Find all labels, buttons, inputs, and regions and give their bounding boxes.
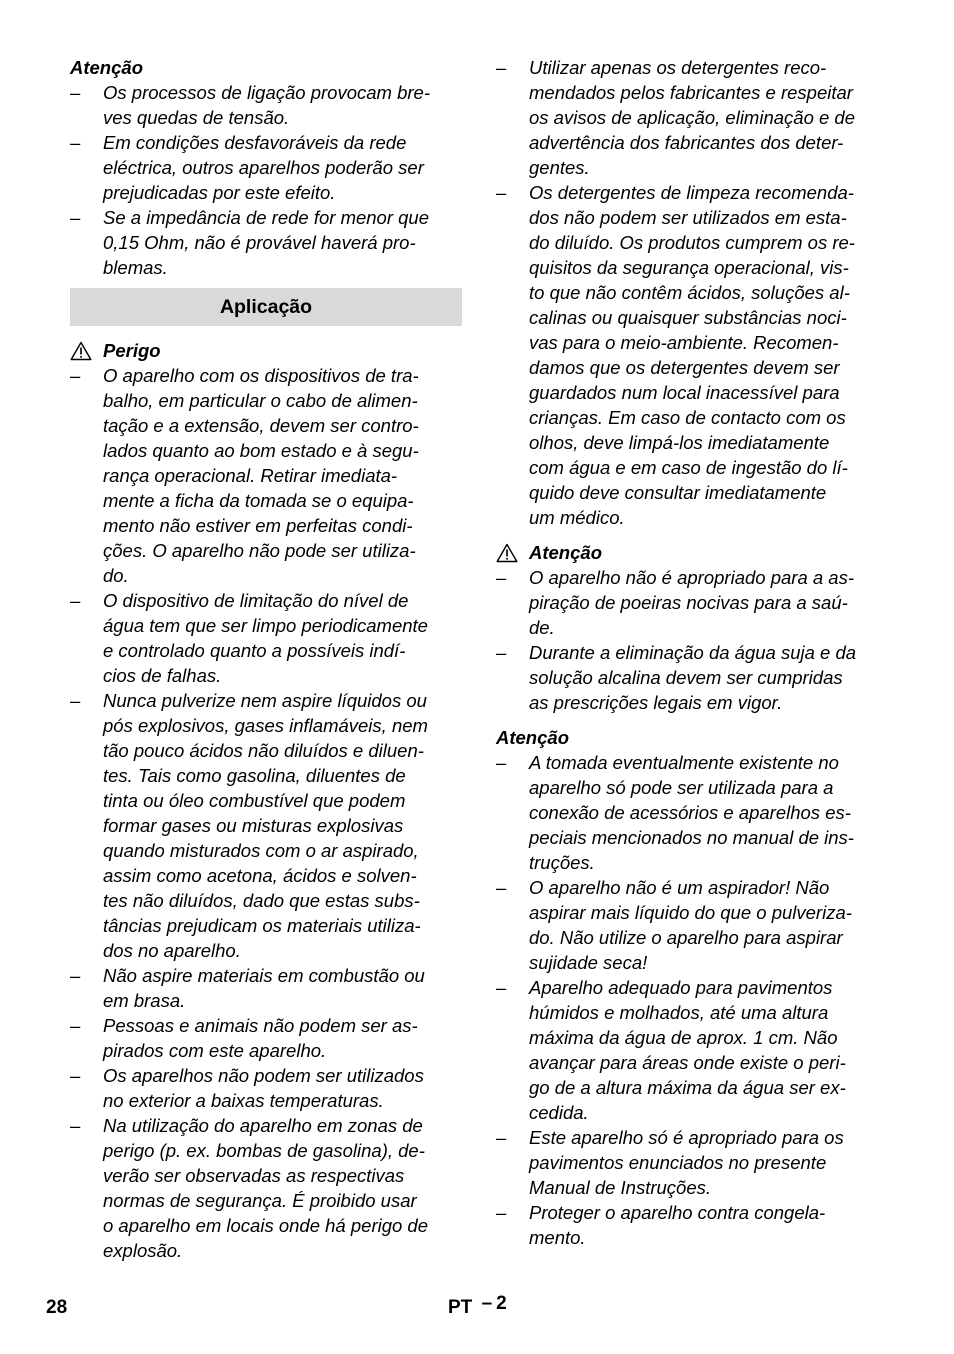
list-item: – Durante a eliminação da água suja e da solução alcalina devem ser cumpridas as prescrições legais em vigor.: [496, 642, 857, 713]
right-column: [496, 55, 888, 1250]
section-title: Aplicação: [219, 295, 313, 318]
danger-heading: Perigo: [70, 338, 462, 363]
language-code: PT: [448, 1297, 473, 1318]
list-item: – Aparelho adequado para pavimentos húmidos e molhados, até uma altura máxima da água de aprox. 1 cm. Não avançar para áreas onde existe o peri- go de a altura máxima da água ser ex- cedida.: [496, 977, 846, 1123]
list-item: – Proteger o aparelho contra congela- mento.: [496, 1202, 826, 1248]
list-item: – Em condições desfavoráveis da rede eléctrica, outros aparelhos poderão ser prejudicadas por este efeito.: [70, 132, 424, 203]
list-item: – Os aparelhos não podem ser utilizados no exterior a baixas temperaturas.: [70, 1065, 424, 1111]
section-title-bar: [70, 288, 462, 326]
list-item: – A tomada eventualmente existente no aparelho só pode ser utilizada para a conexão de acessórios e aparelhos es- peciais mencionados no manual de ins- truções.: [496, 752, 854, 873]
danger-list-continued: [496, 55, 888, 530]
left-column: [70, 55, 462, 1263]
attention-list-2: [496, 750, 888, 1250]
list-item: – Este aparelho só é apropriado para os pavimentos enunciados no presente Manual de Instruções.: [496, 1127, 844, 1198]
list-item: – Os detergentes de limpeza recomenda- dos não podem ser utilizados em esta- do diluído. Os produtos cumprem os re- quisitos da segurança operacional, vis- to que não contêm ácidos, soluções al- calinas ou quaisquer substâncias noci- vas para o meio-ambiente. Recomen- damos que os detergentes devem ser guardados num local inacessível para crianças. Em caso de contacto com os olhos, deve limpá-los imediatamente com água e em caso de ingestão do lí- quido deve consultar imediatamente um médico.: [496, 182, 855, 528]
page-dash: –: [481, 1293, 493, 1314]
list-item: – Na utilização do aparelho em zonas de perigo (p. ex. bombas de gasolina), de- verão ser observadas as respectivas normas de segurança. É proibido usar o aparelho em locais onde há perigo de explosão.: [70, 1115, 429, 1261]
list-item: – Se a impedância de rede for menor que 0,15 Ohm, não é provável haverá pro- blemas.: [70, 207, 430, 278]
warning-list: [496, 565, 888, 715]
list-item: – O dispositivo de limitação do nível de água tem que ser limpo periodicamente e controlado quanto a possíveis indí- cios de falhas.: [70, 590, 428, 686]
attention-heading-2: Atenção: [496, 727, 569, 748]
list-item: – Pessoas e animais não podem ser as- pirados com este aparelho.: [70, 1015, 418, 1061]
list-item: – Utilizar apenas os detergentes reco- mendados pelos fabricantes e respeitar os avisos de aplicação, eliminação e de advertência dos fabricantes dos deter- gentes.: [496, 57, 855, 178]
sub-page-number: 2: [496, 1293, 507, 1314]
warning-triangle-icon: [496, 543, 518, 563]
list-item: – Os processos de ligação provocam bre- ves quedas de tensão.: [70, 82, 430, 128]
attention-heading: Atenção: [70, 57, 143, 78]
list-item: – Nunca pulverize nem aspire líquidos ou pós explosivos, gases inflamáveis, nem tão pouco ácidos não diluídos e diluen- tes. Tais como gasolina, diluentes de tinta ou óleo combustível que podem formar gases ou misturas explosivas quando misturados com o ar aspirado, assim como acetona, ácidos e solven- tes não diluídos, dado que estas subs- tâncias prejudicam os materiais utiliza- dos no aparelho.: [70, 690, 428, 961]
page-number: 28: [46, 1297, 68, 1318]
attention-list: [70, 80, 462, 280]
list-item: – O aparelho com os dispositivos de tra- balho, em particular o cabo de alimen- tação e a extensão, devem ser contro- lados quanto ao bom estado e à segu- rança operacional. Retirar imediata- mente a ficha da tomada se o equipa- mento não estiver em perfeitas condi- ções. O aparelho não pode ser utiliza- do.: [70, 365, 419, 586]
warning-triangle-icon: [70, 341, 92, 361]
list-item: – O aparelho não é apropriado para a as- piração de poeiras nocivas para a saú- de.: [496, 567, 854, 638]
list-item: – O aparelho não é um aspirador! Não aspirar mais líquido do que o pulveriza- do. Não utilize o aparelho para aspirar sujidade seca!: [496, 877, 852, 973]
language-page-marker: [448, 1293, 507, 1319]
warning-heading: Atenção: [496, 540, 888, 565]
list-item: – Não aspire materiais em combustão ou em brasa.: [70, 965, 425, 1011]
danger-list: [70, 363, 462, 1263]
